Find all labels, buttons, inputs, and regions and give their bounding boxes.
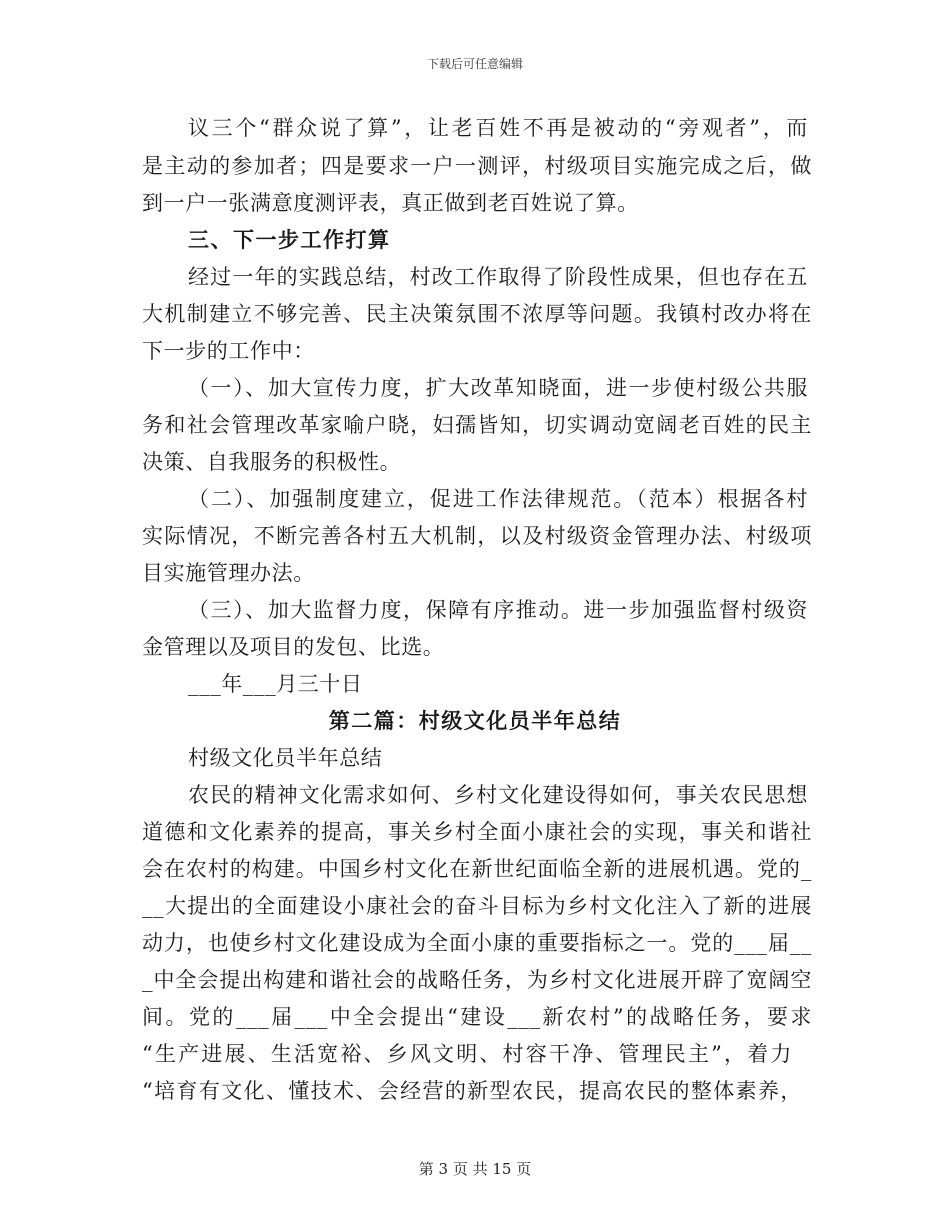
paragraph-line: 金管理以及项目的发包、比选。	[142, 635, 445, 659]
date-line: ___年___月三十日	[188, 672, 363, 696]
paragraph-line: （二）、加强制度建立，促进工作法律规范。（范本）根据各村	[188, 487, 808, 511]
paragraph-line: 目实施管理办法。	[142, 561, 315, 585]
paragraph-line: （一）、加大宣传力度，扩大改革知晓面，进一步使村级公共服	[188, 376, 808, 400]
subtitle-line: 村级文化员半年总结	[188, 746, 383, 770]
paragraph-line: _中全会提出构建和谐社会的战略任务，为乡村文化进展开辟了宽阔空	[142, 968, 812, 992]
paragraph-line: 大机制建立不够完善、民主决策氛围不浓厚等问题。我镇村改办将在	[142, 302, 812, 326]
paragraph-line: 动力，也使乡村文化建设成为全面小康的重要指标之一。党的___届__	[142, 931, 812, 955]
paragraph-line: “生产进展、生活宽裕、乡风文明、村容干净、管理民主”，着力	[142, 1042, 792, 1066]
paragraph-line: 间。党的___届___中全会提出“建设___新农村”的战略任务，要求	[142, 1005, 812, 1029]
paragraph-line: 议三个“群众说了算”，让老百姓不再是被动的“旁观者”，而	[188, 116, 808, 140]
paragraph-line: 道德和文化素养的提高，事关乡村全面小康社会的实现，事关和谐社	[142, 820, 812, 844]
section-heading: 三、下一步工作打算	[188, 228, 391, 252]
paragraph-line: 经过一年的实践总结，村改工作取得了阶段性成果，但也存在五	[188, 265, 808, 289]
chapter-title: 第二篇：村级文化员半年总结	[328, 709, 622, 733]
paragraph-line	[142, 1110, 800, 1146]
page-header: 下载后可任意编辑	[426, 57, 523, 71]
paragraph-line: 农民的精神文化需求如何、乡村文化建设得如何，事关农民思想	[188, 783, 808, 807]
paragraph-line: “培育有文化、懂技术、会经营的新型农民，提高农民的整体素养，	[142, 1079, 802, 1103]
paragraph-line: 到一户一张满意度测评表，真正做到老百姓说了算。	[142, 191, 639, 215]
paragraph-line: 务和社会管理改革家喻户晓，妇孺皆知，切实调动宽阔老百姓的民主	[142, 413, 812, 437]
paragraph-line: 实际情况，不断完善各村五大机制，以及村级资金管理办法、村级项	[142, 524, 812, 548]
paragraph-line: 是主动的参加者；四是要求一户一测评，村级项目实施完成之后，做	[142, 154, 812, 178]
page-footer: 第 3 页 共 15 页	[418, 1160, 532, 1178]
paragraph-line: __大提出的全面建设小康社会的奋斗目标为乡村文化注入了新的进展	[142, 894, 812, 918]
paragraph-line: 下一步的工作中：	[142, 339, 315, 363]
paragraph-line: （三）、加大监督力度，保障有序推动。进一步加强监督村级资	[188, 598, 808, 622]
paragraph-line: 会在农村的构建。中国乡村文化在新世纪面临全新的进展机遇。党的_	[142, 857, 812, 881]
paragraph-line: 决策、自我服务的积极性。	[142, 450, 402, 474]
